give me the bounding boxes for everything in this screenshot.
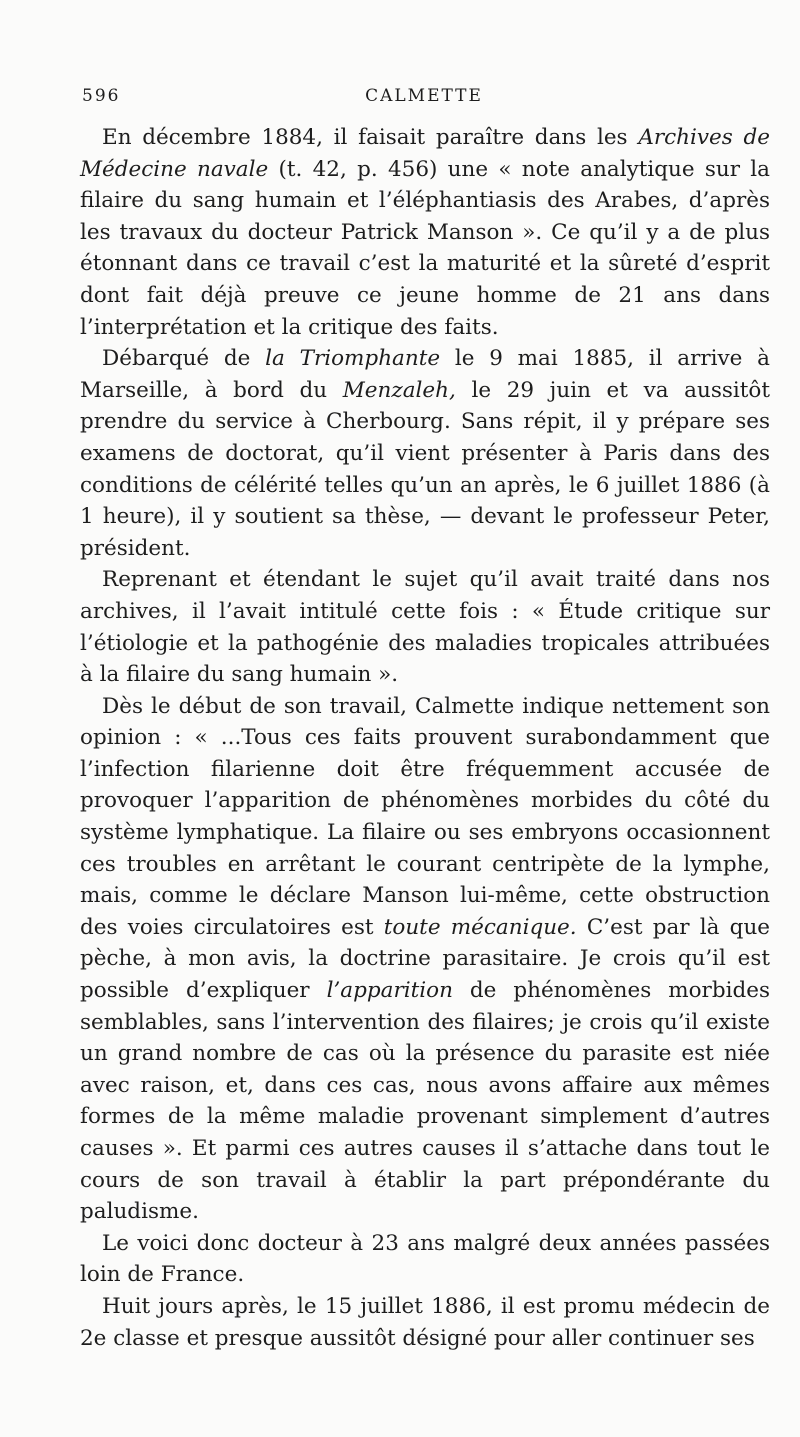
- italic-title: Archives de Médecine navale: [80, 125, 770, 182]
- text-run: Huit jours après, le 15 juillet 1886, il est promu médecin de 2e classe et presque aussitôt désigné pour aller continuer ses: [80, 1293, 770, 1351]
- text-run: de phénomènes morbides semblables, sans l’intervention des filaires; je crois qu’il existe un grand nombre de cas où la présence du parasite est niée avec raison, et, dans ces cas, nous avons affaire aux mêmes formes de la même maladie provenant simplement d’autres causes ». Et parmi ces autres causes il s’attache dans tout le cours de son travail à établir la part prépondérante du paludisme.: [80, 978, 770, 1225]
- text-run: Dès le début de son travail, Calmette indique nettement son opinion : « ...Tous ces faits prouvent surabondamment que l’infection filarienne doit être fréquemment accusée de provoquer l’apparition de phénomènes morbides du côté du système lymphatique. La filaire ou ses embryons occasionnent ces troubles en arrêtant le courant centripète de la lymphe, mais, comme le déclare Manson lui-même, cette obstruction des voies circulatoires est: [80, 693, 770, 940]
- paragraph: [80, 1291, 770, 1354]
- text-run: le 29 juin et va aussitôt prendre du service à Cherbourg. Sans répit, il y prépare ses examens de doctorat, qu’il vient présenter à Paris dans des conditions de célérité telles qu’un an après, le 6 juillet 1886 (à 1 heure), il y soutient sa thèse, — devant le professeur Peter, président.: [80, 377, 770, 561]
- body-text: [80, 122, 770, 1354]
- paragraph: [80, 1228, 770, 1291]
- text-run: Débarqué de: [102, 346, 266, 372]
- text-run: le 9 mai 1885, il arrive à Marseille, à bord du: [80, 346, 770, 403]
- italic-ship-name: Menzaleh,: [342, 377, 456, 403]
- text-run: Reprenant et étendant le sujet qu’il avait traité dans nos archives, il l’avait intitulé cette fois : « Étude critique sur l’étiologie et la pathogénie des maladies tropicales attribuées à la filaire du sang humain ».: [80, 567, 770, 688]
- paragraph: [80, 564, 770, 690]
- paragraph: [80, 343, 770, 564]
- italic-ship-name: la Triomphante: [265, 346, 441, 372]
- text-run: (t. 42, p. 456) une « note analytique sur la filaire du sang humain et l’éléphantiasis des Arabes, d’après les travaux du docteur Patrick Manson ». Ce qu’il y a de plus étonnant dans ce travail c’est la maturité et la sûreté d’esprit dont fait déjà preuve ce jeune homme de 21 ans dans l’interprétation et la critique des faits.: [80, 156, 770, 340]
- running-title: CALMETTE: [365, 86, 483, 106]
- italic-emphasis: l’apparition: [326, 978, 453, 1004]
- paragraph: [80, 691, 770, 1228]
- italic-emphasis: toute mécanique.: [383, 914, 577, 940]
- text-run: Le voici donc docteur à 23 ans malgré deux années passées loin de France.: [80, 1230, 770, 1288]
- page-number: 596: [82, 86, 121, 106]
- text-run: En décembre 1884, il faisait paraître dans les: [102, 125, 639, 150]
- text-run: C’est par là que pèche, à mon avis, la doctrine parasitaire. Je crois qu’il est possible d’expliquer: [80, 914, 771, 1004]
- paragraph: [80, 122, 770, 343]
- page-header: [82, 86, 766, 110]
